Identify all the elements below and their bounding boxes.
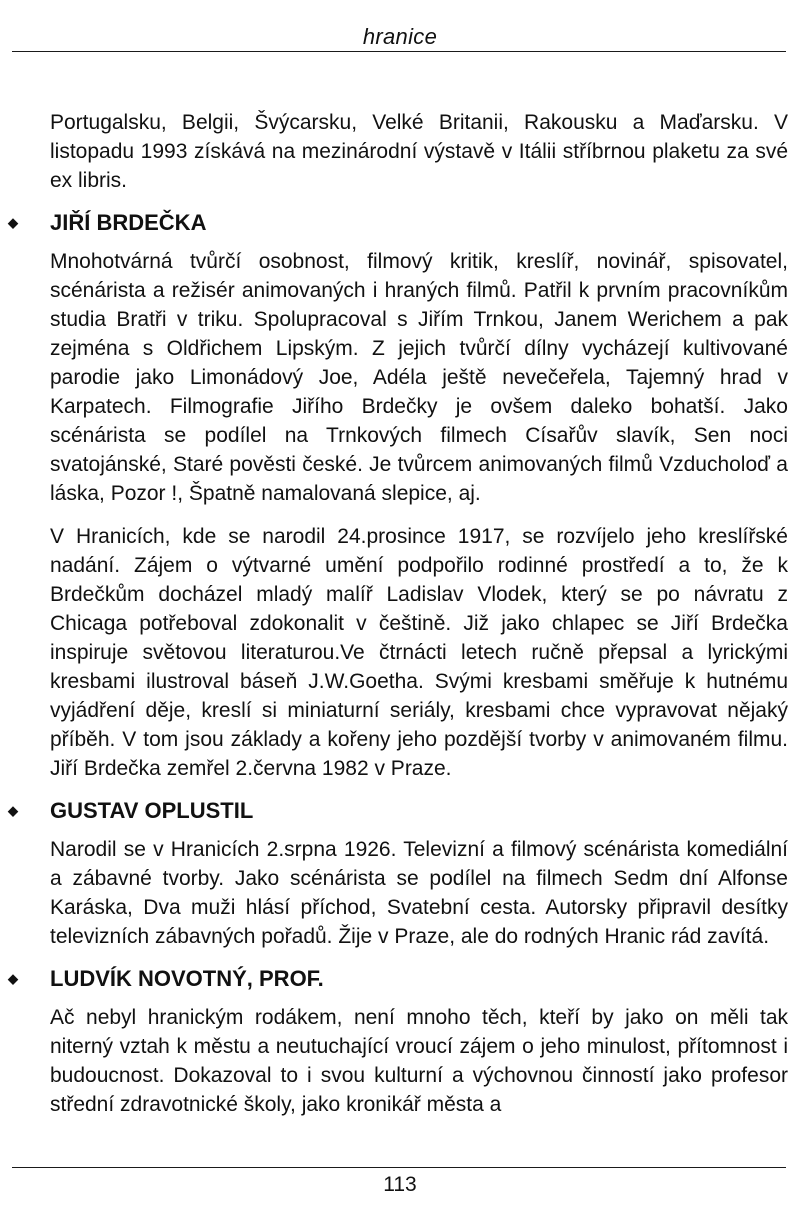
section-heading-brdecka [8, 207, 788, 239]
running-header: hranice [362, 24, 438, 49]
diamond-bullet-icon: ◆ [8, 803, 18, 818]
footer-rule [12, 1167, 786, 1168]
diamond-bullet-icon: ◆ [8, 215, 18, 230]
section-heading-oplustil [8, 795, 788, 827]
section-heading-text: GUSTAV OPLUSTIL [50, 798, 254, 823]
page-number: 113 [383, 1173, 417, 1196]
header-rule [12, 51, 786, 52]
intro-paragraph: Portugalsku, Belgii, Švýcarsku, Velké Britanii, Rakousku a Maďarsku. V listopadu 1993 získává na mezinárodní výstavě v Itálii stříbrnou plaketu za své ex libris. [50, 111, 788, 192]
brdecka-paragraph-1: Mnohotvárná tvůrčí osobnost, filmový kritik, kreslíř, novinář, spisovatel, scénárista a režisér animovaných i hraných filmů. Patřil k prvním pracovníkům studia Bratři v triku. Spolupracoval s Jiřím Trnkou, Janem Werichem a pak zejména s Oldřichem Lipským. Z jejich tvůrčí dílny vycházejí kultivované parodie jako Limonádový Joe, Adéla ještě nevečeřela, Tajemný hrad v Karpatech. Filmografie Jiřího Brdečky je ovšem daleko bohatší. Jako scénárista se podílel na Trnkových filmech Císařův slavík, Sen noci svatojánské, Staré pověsti české. Je tvůrcem animovaných filmů Vzducholoď a láska, Pozor !, Špatně namalovaná slepice, aj. [50, 250, 788, 505]
section-heading-text: JIŘÍ BRDEČKA [50, 210, 207, 235]
brdecka-paragraph-2: V Hranicích, kde se narodil 24.prosince 1917, se rozvíjelo jeho kreslířské nadání. Zájem o výtvarné umění podpořilo rodinné prostředí a to, že k Brdečkům docházel mladý malíř Ladislav Vlodek, který se po návratu z Chicaga potřeboval zdokonalit v češtině. Již jako chlapec se Jiří Brdečka inspiruje světovou literaturou.Ve čtrnácti letech ručně přepsal a lyrickými kresbami ilustroval báseň J.W.Goetha. Svými kresbami směřuje k hutnému vyjádření děje, kreslí si miniaturní seriály, kresbami chce vypravovat nějaký příběh. V tom jsou základy a kořeny jeho pozdější tvorby v animovaném filmu. Jiří Brdečka zemřel 2.června 1982 v Praze. [50, 525, 788, 780]
novotny-paragraph: Ač nebyl hranickým rodákem, není mnoho těch, kteří by jako on měli tak niterný vztah k městu a neutuchající vroucí zájem o jeho minulost, přítomnost i budoucnost. Dokazoval to i svou kulturní a výchovnou činností jako profesor střední zdravotnické školy, jako kronikář města a [50, 1006, 788, 1116]
section-heading-novotny [8, 963, 788, 995]
section-heading-text: LUDVÍK NOVOTNÝ, PROF. [50, 966, 324, 991]
oplustil-paragraph: Narodil se v Hranicích 2.srpna 1926. Televizní a filmový scénárista komediální a zábavné tvorby. Jako scénárista se podílel na filmech Sedm dní Alfonse Karáska, Dva muži hlásí příchod, Svatební cesta. Autorsky připravil desítky televizních zábavných pořadů. Žije v Praze, ale do rodných Hranic rád zavítá. [50, 838, 788, 948]
diamond-bullet-icon: ◆ [8, 971, 18, 986]
page-body [8, 108, 788, 1119]
